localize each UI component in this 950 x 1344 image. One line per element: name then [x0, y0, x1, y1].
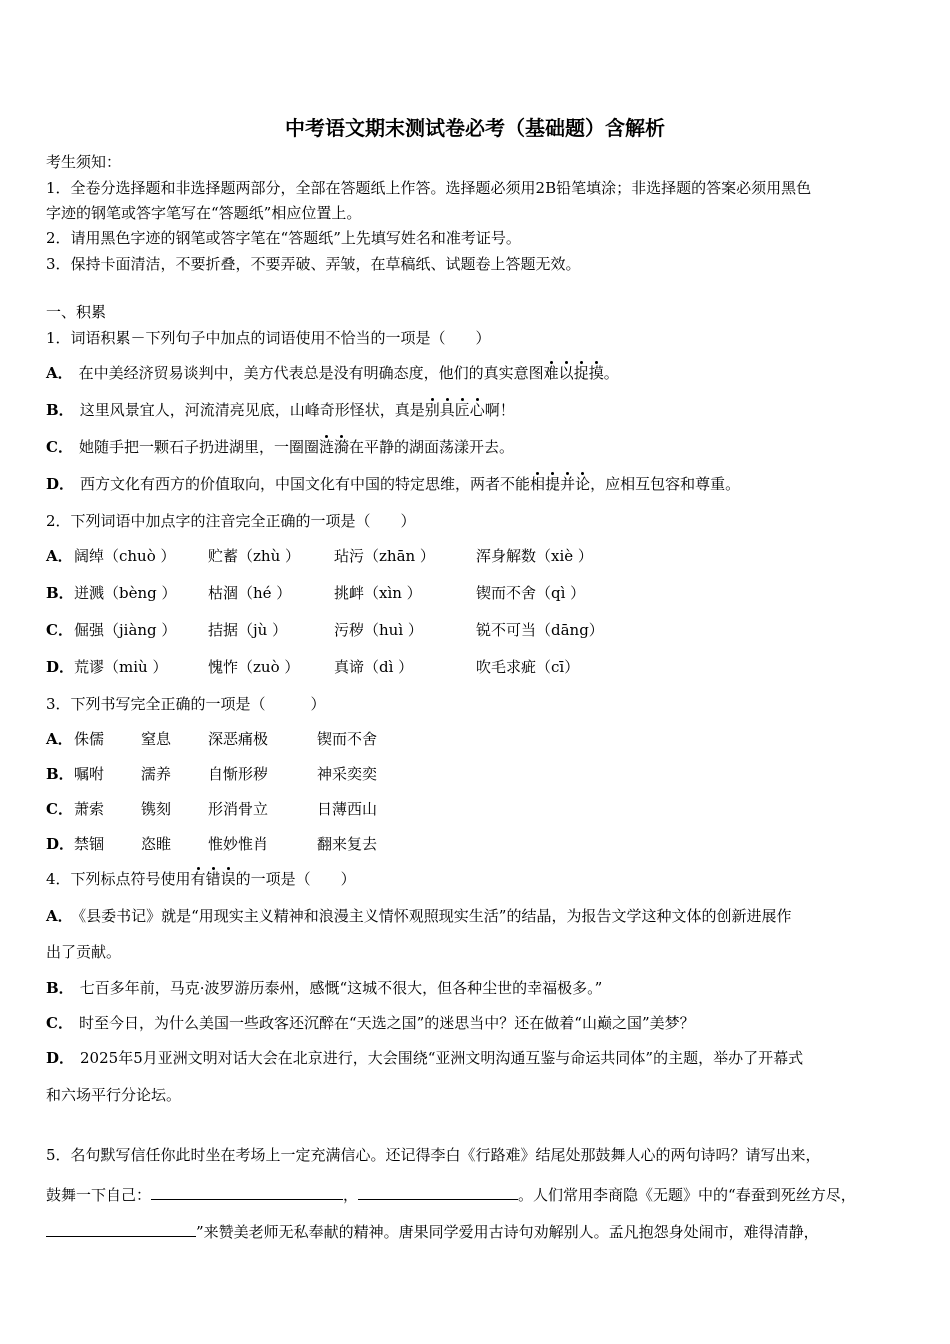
option-item: 锲而不舍（qì ）	[476, 584, 586, 602]
dotted-char: 相	[530, 475, 546, 493]
dotted-char: 涟	[318, 438, 334, 456]
option-item: 萧索	[74, 800, 105, 818]
option-item: 荒谬（miù ）	[74, 658, 168, 676]
dotted-char: 具	[439, 401, 455, 419]
option-letter: A．	[46, 907, 73, 925]
q4-stem: 4．下列标点符号使用有错误的一项是（ ）	[46, 870, 356, 888]
q4-option-b: B． 七百多年前，马克·波罗游历泰州，感慨“这城不很大，但各种尘世的幸福极多。”	[46, 979, 603, 997]
dotted-char: 错	[205, 870, 221, 888]
q2-option-d	[46, 657, 580, 677]
option-item: 拮据（jù ）	[208, 621, 288, 639]
dotted-char: 匠	[454, 401, 470, 419]
q4-option-d-cont: 和六场平行分论坛。	[46, 1086, 182, 1104]
page-title: 中考语文期末测试卷必考（基础题）含解析	[285, 116, 665, 140]
option-item: 镌刻	[141, 800, 172, 818]
q2-stem: 2．下列词语中加点字的注音完全正确的一项是（ ）	[46, 512, 416, 530]
q4-option-a-cont: 出了贡献。	[46, 943, 122, 961]
option-item: 日薄西山	[317, 800, 378, 818]
q1-option-a: A． 在中美经济贸易谈判中，美方代表总是没有明确态度，他们的真实意图难以捉摸。	[46, 364, 619, 382]
q3-stem: 3．下列书写完全正确的一项是（ ）	[46, 695, 326, 713]
option-item: 挑衅（xìn ）	[334, 584, 422, 602]
q2-option-b	[46, 583, 586, 603]
answer-blank[interactable]	[151, 1183, 343, 1200]
option-letter: B．	[46, 584, 74, 602]
option-item: 濡养	[141, 765, 172, 783]
q4-option-c: C． 时至今日，为什么美国一些政客还沉醉在“天选之国”的迷思当中？还在做着“山巅之国”美梦？	[46, 1014, 695, 1032]
option-letter: C．	[46, 1014, 73, 1032]
option-item: 枯涸（hé ）	[208, 584, 292, 602]
dotted-char: 心	[469, 401, 485, 419]
option-item: 嘱咐	[74, 765, 105, 783]
option-letter: B．	[46, 401, 74, 419]
option-item: 锲而不舍	[317, 730, 378, 748]
option-item: 愧怍（zuò ）	[208, 658, 300, 676]
option-item: 神采奕奕	[317, 765, 378, 783]
q2-option-c	[46, 620, 604, 640]
q3-option-b	[46, 764, 378, 784]
q5-line: 5．名句默写信任你此时坐在考场上一定充满信心。还记得李白《行路难》结尾处那鼓舞人心的两句诗吗？请写出来，	[46, 1146, 821, 1164]
dotted-char: 提	[545, 475, 561, 493]
notice-heading: 考生须知：	[46, 153, 122, 171]
dotted-char: 以	[558, 364, 574, 382]
notice-item: 2．请用黑色字迹的钢笔或答字笔在“答题纸”上先填写姓名和准考证号。	[46, 229, 521, 247]
option-item: 锐不可当（dāng）	[476, 621, 604, 639]
option-item: 贮蓄（zhù ）	[208, 547, 300, 565]
answer-blank[interactable]	[46, 1220, 196, 1237]
dotted-char: 别	[424, 401, 440, 419]
notice-item: 1．全卷分选择题和非选择题两部分，全部在答题纸上作答。选择题必须用2B铅笔填涂；非选择题的答案必须用黑色	[46, 179, 812, 197]
option-item: 形消骨立	[208, 800, 269, 818]
option-item: 侏儒	[74, 730, 105, 748]
dotted-char: 难	[543, 364, 559, 382]
option-letter: C．	[46, 800, 73, 818]
option-letter: D．	[46, 1049, 75, 1067]
option-letter: A．	[46, 547, 73, 565]
option-item: 翻来复去	[317, 835, 378, 853]
option-letter: D．	[46, 835, 75, 853]
q3-option-d	[46, 834, 378, 854]
dotted-char: 漪	[333, 438, 349, 456]
q3-option-a	[46, 729, 378, 749]
dotted-char: 并	[560, 475, 576, 493]
option-letter: A．	[46, 730, 73, 748]
option-item: 浑身解数（xiè ）	[476, 547, 593, 565]
option-letter: C．	[46, 621, 73, 639]
option-letter: B．	[46, 765, 74, 783]
option-item: 倔强（jiàng ）	[74, 621, 177, 639]
option-item: 迸溅（bèng ）	[74, 584, 177, 602]
q2-option-a	[46, 546, 593, 566]
option-item: 窒息	[141, 730, 172, 748]
dotted-char: 有	[190, 870, 206, 888]
option-item: 惟妙惟肖	[208, 835, 269, 853]
option-letter: D．	[46, 475, 75, 493]
option-item: 禁锢	[74, 835, 105, 853]
option-letter: C．	[46, 438, 73, 456]
option-letter: A．	[46, 364, 73, 382]
option-item: 恣睢	[141, 835, 172, 853]
option-item: 自惭形秽	[208, 765, 269, 783]
q1-option-d: D． 西方文化有西方的价值取向，中国文化有中国的特定思维，两者不能相提并论，应相互包容和尊重。	[46, 475, 741, 493]
section-heading: 一、积累	[46, 303, 107, 321]
dotted-char: 摸	[588, 364, 604, 382]
option-item: 阔绰（chuò ）	[74, 547, 176, 565]
option-item: 深恶痛极	[208, 730, 269, 748]
dotted-char: 误	[220, 870, 236, 888]
q4-option-a: A． 《县委书记》就是“用现实主义精神和浪漫主义情怀观照现实生活”的结晶，为报告文学这种文体的创新进展作	[46, 907, 792, 925]
q1-option-c: C． 她随手把一颗石子扔进湖里，一圈圈涟漪在平静的湖面荡漾开去。	[46, 438, 515, 456]
option-item: 污秽（huì ）	[334, 621, 423, 639]
q5-line: 鼓舞一下自己： ， 。人们常用李商隐《无题》中的“春蚕到死丝方尽，	[46, 1183, 856, 1205]
option-item: 吹毛求疵（cī）	[476, 658, 580, 676]
dotted-char: 论	[575, 475, 591, 493]
option-item: 玷污（zhān ）	[334, 547, 435, 565]
option-letter: D．	[46, 658, 75, 676]
option-item: 真谛（dì ）	[334, 658, 414, 676]
notice-item: 字迹的钢笔或答字笔写在“答题纸”相应位置上。	[46, 204, 362, 222]
dotted-char: 捉	[573, 364, 589, 382]
option-letter: B．	[46, 979, 74, 997]
q1-option-b: B． 这里风景宜人，河流清亮见底，山峰奇形怪状，真是别具匠心啊！	[46, 401, 515, 419]
answer-blank[interactable]	[358, 1183, 518, 1200]
q1-stem: 1．词语积累－下列句子中加点的词语使用不恰当的一项是（ ）	[46, 329, 491, 347]
q5-line: ”来赞美老师无私奉献的精神。唐果同学爱用古诗句劝解别人。孟凡抱怨身处闹市，难得清静，	[46, 1220, 819, 1242]
notice-item: 3．保持卡面清洁，不要折叠，不要弄破、弄皱，在草稿纸、试题卷上答题无效。	[46, 255, 581, 273]
q4-option-d: D． 2025年5月亚洲文明对话大会在北京进行，大会围绕“亚洲文明沟通互鉴与命运共同体”的主题，举办了开幕式	[46, 1049, 804, 1067]
q3-option-c	[46, 799, 378, 819]
